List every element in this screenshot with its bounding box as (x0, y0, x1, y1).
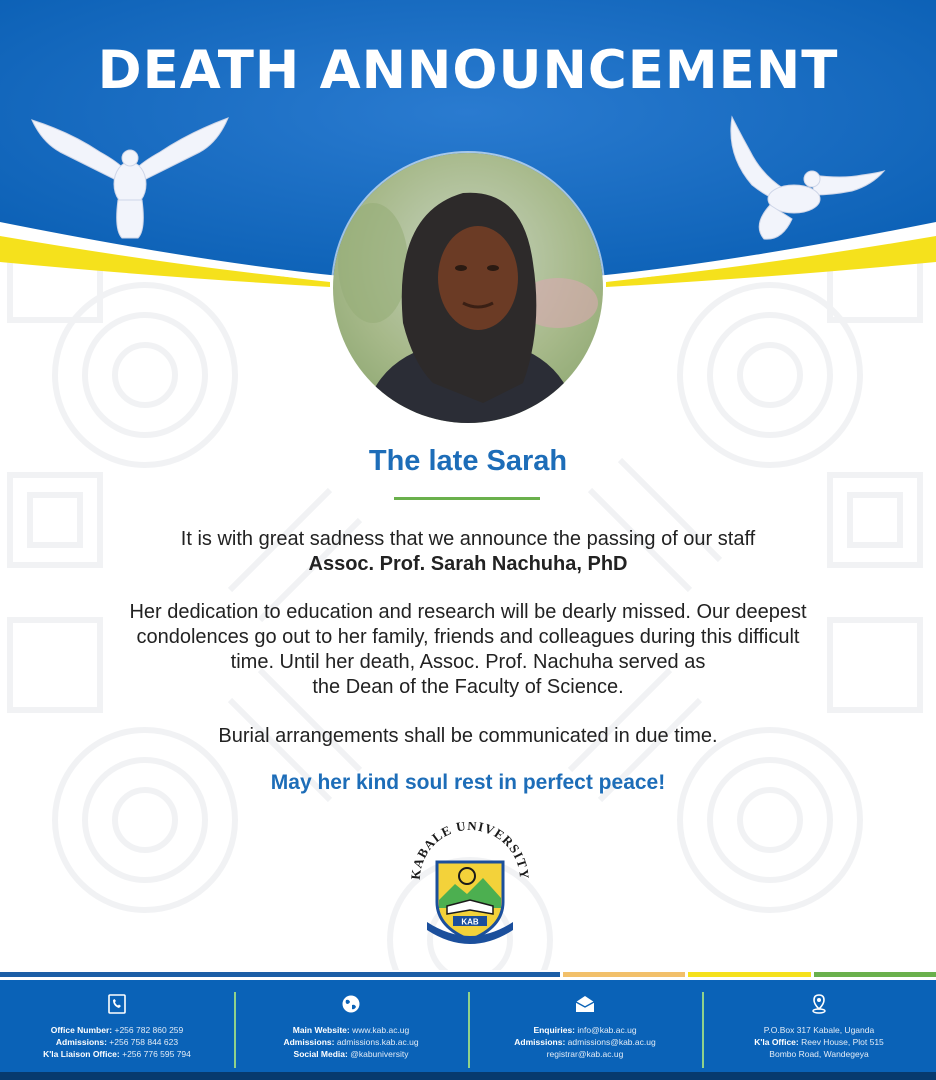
deceased-name-heading: The late Sarah (368, 445, 568, 477)
tribute-line: condolences go out to her family, friends and colleagues during this difficult (136, 626, 800, 648)
footer-line: Admissions: admissions.kab.ac.ug (283, 1037, 419, 1047)
footer-line: Bombo Road, Wandegeya (769, 1049, 869, 1059)
footer-column-web (234, 980, 468, 1072)
tribute-line: Her dedication to education and research will be dearly missed. Our deepest (129, 601, 807, 623)
logo-arc-text: KABALE UNIVERSITY (407, 822, 533, 881)
footer-line: K'la Office: Reev House, Plot 515 (754, 1037, 884, 1047)
footer-column-email (468, 980, 702, 1072)
burial-note: Burial arrangements shall be communicated in due time. (218, 725, 718, 747)
envelope-icon (575, 994, 595, 1014)
heading-divider (394, 497, 540, 500)
globe-icon (341, 994, 361, 1014)
tribute-paragraph (0, 600, 936, 700)
contact-footer (0, 980, 936, 1072)
tribute-line: time. Until her death, Assoc. Prof. Nachuha served as (230, 651, 706, 673)
full-name: Assoc. Prof. Sarah Nachuha, PhD (308, 553, 628, 575)
university-logo (405, 822, 535, 952)
tribute-line: the Dean of the Faculty of Science. (312, 676, 624, 698)
footer-line: Office Number: +256 782 860 259 (50, 1025, 184, 1035)
footer-line: Main Website: www.kab.ac.ug (292, 1025, 410, 1035)
intro-text: It is with great sadness that we announce the passing of our staff (180, 528, 756, 550)
dove-icon (722, 115, 887, 245)
footer-line: Enquiries: info@kab.ac.ug (533, 1025, 637, 1035)
footer-column-phone (0, 980, 234, 1072)
footer-line: registrar@kab.ac.ug (546, 1049, 624, 1059)
footer-column-address (702, 980, 936, 1072)
intro-paragraph (0, 527, 936, 577)
footer-bottom-bar (0, 1072, 936, 1080)
stripe-yellow (688, 972, 811, 977)
color-stripes (0, 972, 936, 977)
page-title: DEATH ANNOUNCEMENT (97, 40, 839, 101)
footer-line: K'la Liaison Office: +256 776 595 794 (43, 1049, 191, 1059)
stripe-green (814, 972, 936, 977)
dove-icon (30, 112, 230, 242)
logo-shield-text: KAB (461, 917, 479, 927)
footer-line: Admissions: admissions@kab.ac.ug (514, 1037, 656, 1047)
footer-line: Admissions: +256 758 844 623 (55, 1037, 179, 1047)
footer-line: P.O.Box 317 Kabale, Uganda (763, 1025, 875, 1035)
phone-icon (107, 994, 127, 1014)
portrait-photo (333, 153, 603, 423)
footer-line: Social Media: @kabuniversity (293, 1049, 409, 1059)
location-pin-icon (809, 994, 829, 1014)
stripe-orange (563, 972, 685, 977)
closing-message: May her kind soul rest in perfect peace! (270, 771, 666, 794)
stripe-blue (0, 972, 560, 977)
